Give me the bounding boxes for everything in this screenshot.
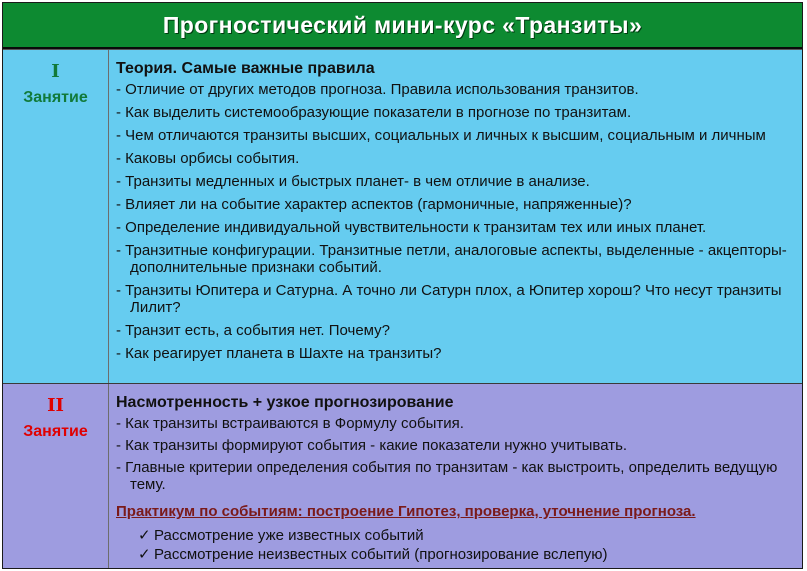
list-item: - Как транзиты формируют события - какие показатели нужно учитывать. — [116, 437, 628, 454]
session-2 — [3, 383, 802, 568]
checkmark-icon: ✓ — [138, 546, 151, 563]
list-item: - Как выделить системообразующие показатели в прогнозе по транзитам. — [116, 104, 632, 121]
list-item: - Как транзиты встраиваются в Формулу события. — [116, 415, 464, 432]
session-1 — [3, 49, 802, 383]
session-1-roman: I — [51, 61, 60, 82]
list-item: - Транзитные конфигурации. Транзитные петли, аналоговые аспекты, выделенные - акцепторы-дополнительные признаки событий. — [116, 242, 787, 276]
list-item: - Отличие от других методов прогноза. Правила использования транзитов. — [116, 81, 639, 98]
check-item-text: Рассмотрение уже известных событий — [154, 527, 424, 544]
list-item: - Определение индивидуальной чувствительности к транзитам тех или иных планет. — [116, 219, 707, 236]
session-2-number — [3, 384, 109, 568]
check-item-text: Рассмотрение неизвестных событий (прогнозирование вслепую) — [154, 546, 608, 563]
session-2-content — [116, 384, 794, 564]
session-2-heading: Насмотренность + узкое прогнозирование — [116, 394, 454, 411]
session-1-label: Занятие — [23, 89, 88, 106]
list-item: - Чем отличаются транзиты высших, социальных и личных к высшим, социальным и личным — [116, 127, 766, 144]
list-item: - Влияет ли на событие характер аспектов (гармоничные, напряженные)? — [116, 196, 632, 213]
list-item: - Каковы орбисы события. — [116, 150, 300, 167]
checkmark-icon: ✓ — [138, 527, 151, 544]
session-1-heading: Теория. Самые важные правила — [116, 60, 375, 77]
list-item: - Транзиты Юпитера и Сатурна. А точно ли Сатурн плох, а Юпитер хорош? Что несут транзиты Лилит? — [116, 282, 782, 316]
session-1-content — [116, 50, 794, 368]
session-1-number — [3, 50, 109, 383]
list-item: - Главные критерии определения события по транзитам - как выстроить, определить ведущую тему. — [116, 459, 778, 493]
list-item: - Транзит есть, а события нет. Почему? — [116, 322, 390, 339]
list-item: - Как реагирует планета в Шахте на транзиты? — [116, 345, 442, 362]
session-2-roman: II — [47, 395, 64, 416]
course-card — [2, 2, 803, 569]
session-2-label: Занятие — [23, 423, 88, 440]
list-item: - Транзиты медленных и быстрых планет- в чем отличие в анализе. — [116, 173, 590, 190]
check-item — [138, 545, 794, 564]
check-item — [138, 526, 794, 545]
practicum-heading: Практикум по событиям: построение Гипотез, проверка, уточнение прогноза. — [116, 503, 696, 520]
course-title: Прогностический мини-курс «Транзиты» — [3, 3, 802, 49]
